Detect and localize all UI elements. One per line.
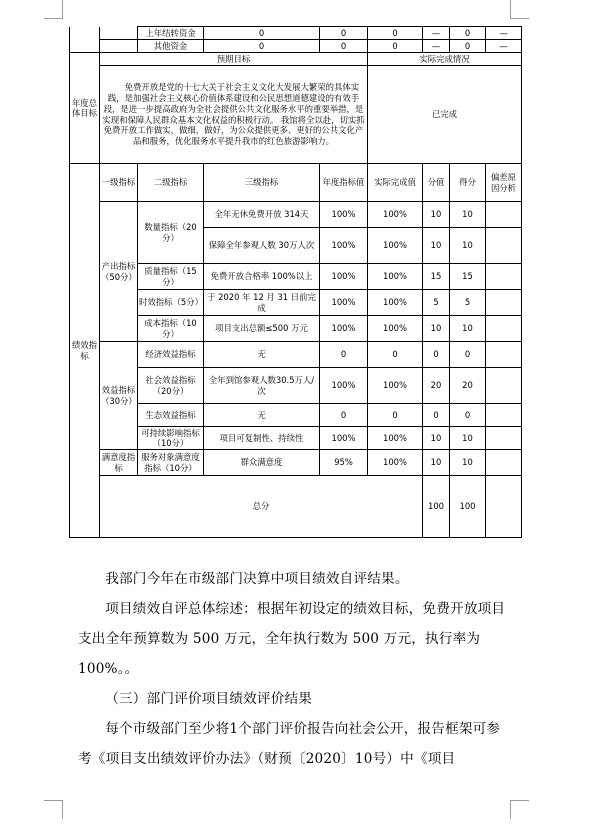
funds-label: 其他资金 xyxy=(138,40,204,53)
goal-header-row xyxy=(70,53,522,66)
level3-cell: 保障全年参观人数 30万人次 xyxy=(204,228,320,264)
score-max-cell: 10 xyxy=(423,316,450,342)
level3-cell: 无 xyxy=(204,404,320,427)
level3-cell: 无 xyxy=(204,342,320,368)
funds-blank-cell xyxy=(70,27,100,53)
paragraph: 每个市级部门至少将1个部门评价报告向社会公开，报告框架可参考《项目支出绩效评价办法》（财预〔2020〕10号）中《项目 xyxy=(78,721,501,767)
table-row xyxy=(70,368,522,404)
indicator-header-row xyxy=(70,164,522,202)
funds-label: 上年结转资金 xyxy=(138,27,204,40)
target-cell: 100% xyxy=(320,290,368,316)
actual-cell: 100% xyxy=(368,290,423,316)
total-score-max: 100 xyxy=(423,476,450,538)
header-level3: 三级指标 xyxy=(204,164,320,202)
level3-cell: 于 2020 年 12 月 31 日前完成 xyxy=(204,290,320,316)
score-max-cell: 0 xyxy=(423,404,450,427)
level2-cell: 生态效益指标 xyxy=(138,404,204,427)
level2-cell: 质量指标（15分） xyxy=(138,264,204,290)
group-benefit: 效益指标（30分） xyxy=(100,342,138,450)
score-max-cell: 20 xyxy=(423,368,450,404)
funds-value: — xyxy=(423,40,450,53)
level2-cell: 成本指标（10分） xyxy=(138,316,204,342)
score-max-cell: 10 xyxy=(423,228,450,264)
actual-cell: 100% xyxy=(368,228,423,264)
target-cell: 100% xyxy=(320,264,368,290)
score-cell: 10 xyxy=(450,316,486,342)
score-cell: 10 xyxy=(450,450,486,476)
target-cell: 0 xyxy=(320,404,368,427)
score-cell: 0 xyxy=(450,342,486,368)
score-max-cell: 10 xyxy=(423,202,450,228)
funds-row xyxy=(70,40,522,53)
funds-value: — xyxy=(486,27,522,40)
actual-completion-header: 实际完成情况 xyxy=(368,53,522,66)
actual-cell: 100% xyxy=(368,202,423,228)
funds-value: 0 xyxy=(450,27,486,40)
score-max-cell: 10 xyxy=(423,427,450,450)
table-row xyxy=(70,264,522,290)
funds-value: 0 xyxy=(450,40,486,53)
funds-value: — xyxy=(486,40,522,53)
reason-cell xyxy=(486,316,522,342)
total-reason-cell xyxy=(486,476,522,538)
funds-blank-cell xyxy=(100,40,138,53)
funds-blank-cell xyxy=(100,27,138,40)
performance-indicator-label: 绩效指标 xyxy=(70,164,100,538)
page-corner-mark-top-right xyxy=(510,0,529,19)
score-max-cell: 0 xyxy=(423,342,450,368)
level3-cell: 全年到馆参观人数30.5万人/次 xyxy=(204,368,320,404)
total-row xyxy=(70,476,522,538)
header-score-max: 分值 xyxy=(423,164,450,202)
level2-cell: 经济效益指标 xyxy=(138,342,204,368)
score-max-cell: 5 xyxy=(423,290,450,316)
reason-cell xyxy=(486,404,522,427)
annual-goal-label: 年度总体目标 xyxy=(70,53,100,164)
reason-cell xyxy=(486,342,522,368)
funds-value: 0 xyxy=(368,27,423,40)
table-row xyxy=(70,450,522,476)
actual-cell: 100% xyxy=(368,264,423,290)
table-row xyxy=(70,404,522,427)
score-max-cell: 10 xyxy=(423,450,450,476)
expected-goal-header: 预期目标 xyxy=(100,53,368,66)
level2-cell: 数量指标（20分） xyxy=(138,202,204,264)
level2-cell: 可持续影响指标（10分） xyxy=(138,427,204,450)
reason-cell xyxy=(486,264,522,290)
table-row xyxy=(70,316,522,342)
paragraph: 项目绩效自评总体综述：根据年初设定的绩效目标，免费开放项目支出全年预算数为 500 万元，全年执行数为 500 万元，执行率为 100%。。 xyxy=(78,601,506,677)
funds-value: 0 xyxy=(320,40,368,53)
header-level2: 二级指标 xyxy=(138,164,204,202)
table-row xyxy=(70,202,522,228)
level3-cell: 项目可复制性、持续性 xyxy=(204,427,320,450)
score-cell: 15 xyxy=(450,264,486,290)
total-label: 总分 xyxy=(100,476,423,538)
table-row xyxy=(70,290,522,316)
actual-cell: 100% xyxy=(368,368,423,404)
target-cell: 100% xyxy=(320,368,368,404)
page-corner-mark-bottom-right xyxy=(510,800,529,819)
page-corner-mark-bottom-left xyxy=(44,800,63,819)
group-output: 产出指标（50分） xyxy=(100,202,138,342)
reason-cell xyxy=(486,450,522,476)
header-actual: 实际完成值 xyxy=(368,164,423,202)
actual-completion-text: 已完成 xyxy=(368,66,522,164)
actual-cell: 100% xyxy=(368,450,423,476)
table-row xyxy=(70,427,522,450)
header-score: 得分 xyxy=(450,164,486,202)
total-score: 100 xyxy=(450,476,486,538)
score-cell: 5 xyxy=(450,290,486,316)
score-cell: 10 xyxy=(450,202,486,228)
level3-cell: 免费开放合格率 100%以上 xyxy=(204,264,320,290)
funds-value: — xyxy=(423,27,450,40)
funds-value: 0 xyxy=(368,40,423,53)
level3-cell: 项目支出总额≤500 万元 xyxy=(204,316,320,342)
funds-row xyxy=(70,27,522,40)
level3-cell: 全年无休免费开放 314天 xyxy=(204,202,320,228)
level2-cell: 时效指标（5分） xyxy=(138,290,204,316)
header-level1: 一级指标 xyxy=(100,164,138,202)
group-satisfaction: 满意度指标 xyxy=(100,450,138,476)
reason-cell xyxy=(486,228,522,264)
target-cell: 100% xyxy=(320,316,368,342)
score-max-cell: 15 xyxy=(423,264,450,290)
level2-cell: 服务对象满意度指标（10分） xyxy=(138,450,204,476)
goal-content-row xyxy=(70,66,522,164)
level2-cell: 社会效益指标（20分） xyxy=(138,368,204,404)
performance-table xyxy=(69,26,522,538)
target-cell: 0 xyxy=(320,342,368,368)
target-cell: 100% xyxy=(320,202,368,228)
header-reason: 偏差原因分析 xyxy=(486,164,522,202)
reason-cell xyxy=(486,202,522,228)
actual-cell: 0 xyxy=(368,404,423,427)
header-target: 年度指标值 xyxy=(320,164,368,202)
expected-goal-text: 免费开放是党的十七大关于社会主义文化大发展大繁荣的具体实践，是加强社会主义核心价值体系建设和公民思想道德建设的有效手段，是进一步提高政府为全社会提供公共文化服务水平的重要举措，是实现和保障人民群众基本文化权益的积极行动。 我馆将全以赴，切实抓免费开放工作做实，做细，做好，为公众提供更多、更好的公共文化产品和服务，优化服务水平提升我市的红色旅游影响力。 xyxy=(100,66,368,164)
funds-value: 0 xyxy=(320,27,368,40)
target-cell: 95% xyxy=(320,450,368,476)
actual-cell: 100% xyxy=(368,427,423,450)
report-body xyxy=(78,564,514,774)
score-cell: 10 xyxy=(450,228,486,264)
reason-cell xyxy=(486,427,522,450)
funds-value: 0 xyxy=(204,40,320,53)
table-row xyxy=(70,342,522,368)
actual-cell: 100% xyxy=(368,316,423,342)
actual-cell: 0 xyxy=(368,342,423,368)
section-heading: （三）部门评价项目绩效评价结果 xyxy=(105,691,313,707)
paragraph: 我部门今年在市级部门决算中项目绩效自评结果。 xyxy=(105,571,409,587)
reason-cell xyxy=(486,368,522,404)
page-corner-mark-top-left xyxy=(44,0,63,19)
funds-value: 0 xyxy=(204,27,320,40)
score-cell: 10 xyxy=(450,427,486,450)
score-cell: 20 xyxy=(450,368,486,404)
score-cell: 0 xyxy=(450,404,486,427)
level3-cell: 群众满意度 xyxy=(204,450,320,476)
target-cell: 100% xyxy=(320,427,368,450)
target-cell: 100% xyxy=(320,228,368,264)
reason-cell xyxy=(486,290,522,316)
